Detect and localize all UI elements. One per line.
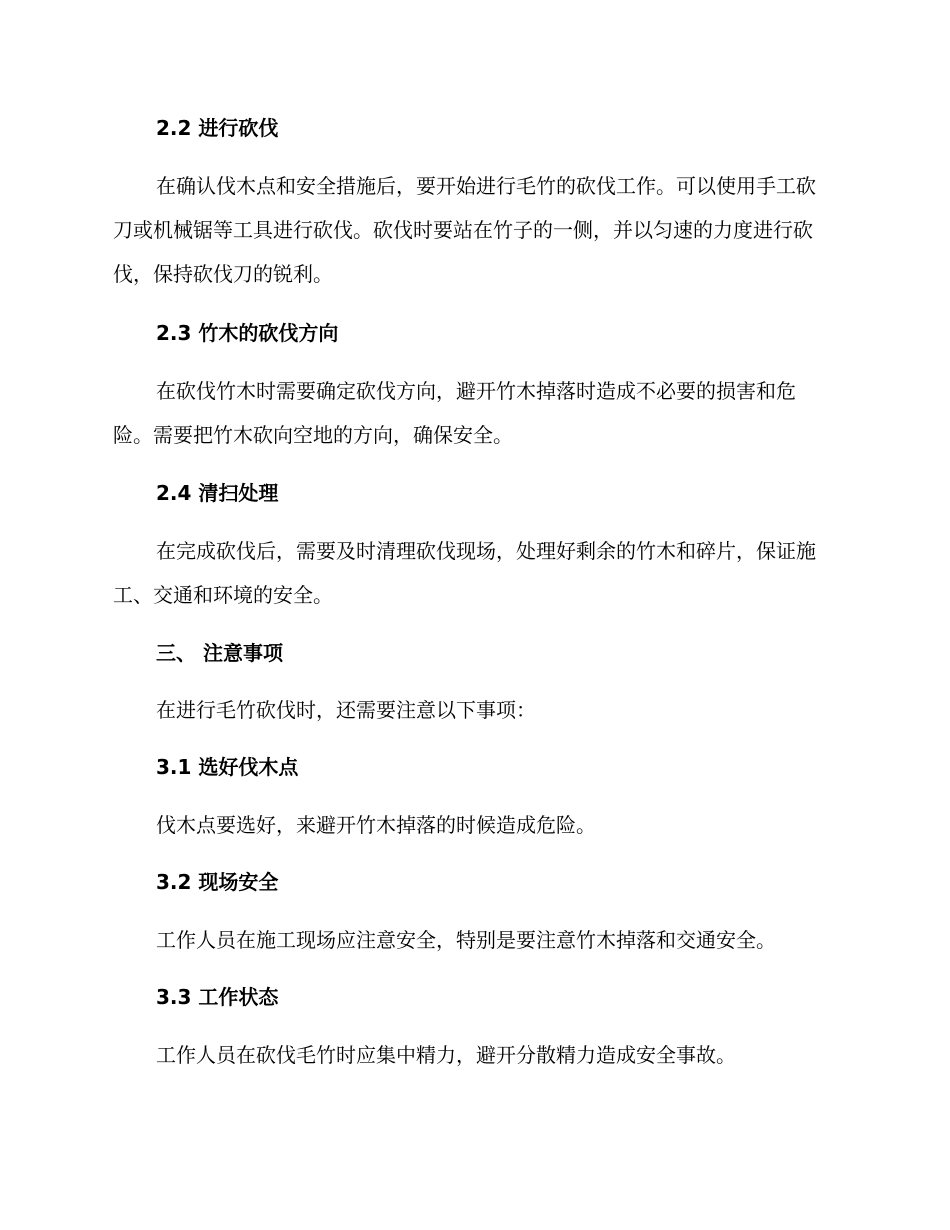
section-heading-3-1: 3.1 选好伐木点 [156, 755, 299, 779]
section-heading-3-3: 3.3 工作状态 [156, 985, 279, 1009]
section-heading-3-2: 3.2 现场安全 [156, 870, 279, 894]
paragraph-cleanup: 在完成砍伐后，需要及时清理砍伐现场，处理好剩余的竹木和碎片，保证施工、交通和环境的安全。 [113, 539, 816, 607]
section-heading-2-3: 2.3 竹木的砍伐方向 [156, 321, 339, 345]
paragraph-work-state: 工作人员在砍伐毛竹时应集中精力，避开分散精力造成安全事故。 [156, 1043, 736, 1067]
paragraph-direction: 在砍伐竹木时需要确定砍伐方向，避开竹木掉落时造成不必要的损害和危险。需要把竹木砍向空地的方向，确保安全。 [113, 379, 796, 447]
paragraph-site-safety: 工作人员在施工现场应注意安全，特别是要注意竹木掉落和交通安全。 [156, 928, 776, 952]
paragraph-cutting: 在确认伐木点和安全措施后，要开始进行毛竹的砍伐工作。可以使用手工砍刀或机械锯等工具进行砍伐。砍伐时要站在竹子的一侧，并以匀速的力度进行砍伐，保持砍伐刀的锐利。 [113, 174, 816, 286]
paragraph-select-point: 伐木点要选好，来避开竹木掉落的时候造成危险。 [156, 813, 596, 837]
section-heading-2-2: 2.2 进行砍伐 [156, 116, 279, 140]
section-heading-3: 三、 注意事项 [156, 641, 283, 665]
section-heading-2-4: 2.4 清扫处理 [156, 481, 279, 505]
paragraph-notes-intro: 在进行毛竹砍伐时，还需要注意以下事项： [156, 698, 536, 722]
